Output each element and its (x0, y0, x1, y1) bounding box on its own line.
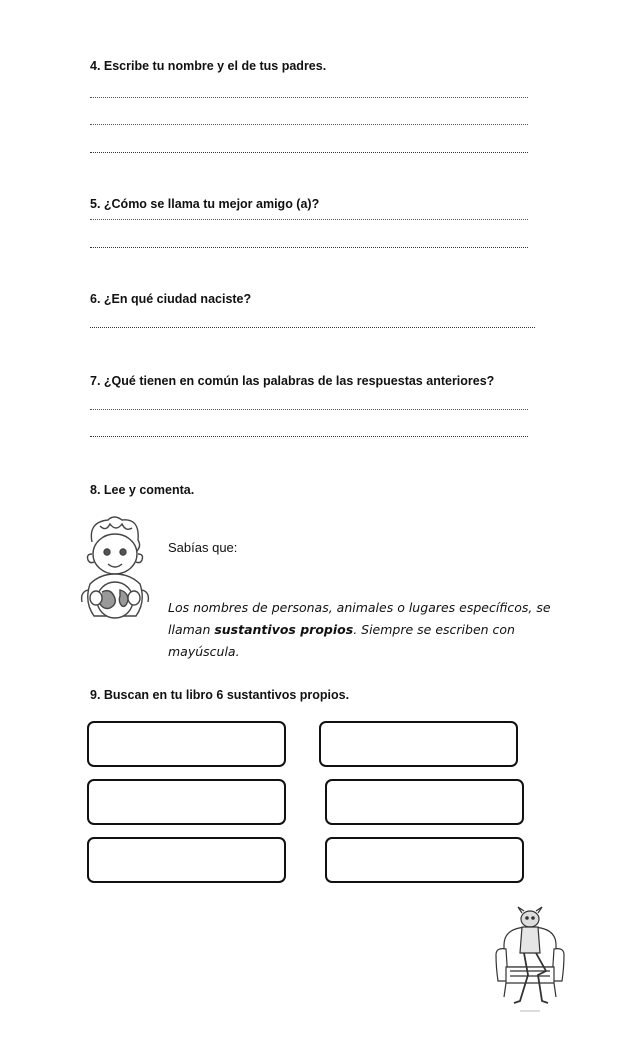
answer-line[interactable] (90, 247, 528, 250)
answer-line[interactable] (90, 409, 528, 412)
answer-line[interactable] (90, 436, 528, 439)
answer-line[interactable] (90, 124, 528, 127)
question-4: 4. Escribe tu nombre y el de tus padres. (90, 59, 327, 73)
question-9: 9. Buscan en tu libro 6 sustantivos propios. (90, 688, 350, 702)
answer-box-3[interactable] (87, 779, 286, 825)
answer-line[interactable] (90, 219, 528, 222)
boy-with-globe-illustration (70, 512, 160, 622)
info-text-part1: Los nombres de personas, animales o lugares específicos, se llaman (168, 600, 551, 637)
answer-line[interactable] (90, 152, 528, 155)
answer-box-4[interactable] (325, 779, 524, 825)
answer-box-6[interactable] (325, 837, 524, 883)
answer-line[interactable] (90, 97, 528, 100)
question-8: 8. Lee y comenta. (90, 483, 195, 497)
question-5: 5. ¿Cómo se llama tu mejor amigo (a)? (90, 197, 320, 211)
question-7: 7. ¿Qué tienen en común las palabras de las respuestas anteriores? (90, 374, 495, 388)
answer-line[interactable] (90, 327, 535, 330)
info-text-bold: sustantivos propios (214, 622, 354, 637)
answer-box-2[interactable] (319, 721, 518, 767)
question-6: 6. ¿En qué ciudad naciste? (90, 292, 252, 306)
answer-box-5[interactable] (87, 837, 286, 883)
info-text (168, 597, 568, 663)
info-label: Sabías que: (168, 540, 238, 555)
panther-armchair-illustration (490, 905, 570, 1015)
answer-box-1[interactable] (87, 721, 286, 767)
info-text-part2: . Siempre se escriben con mayúscula. (168, 622, 515, 659)
